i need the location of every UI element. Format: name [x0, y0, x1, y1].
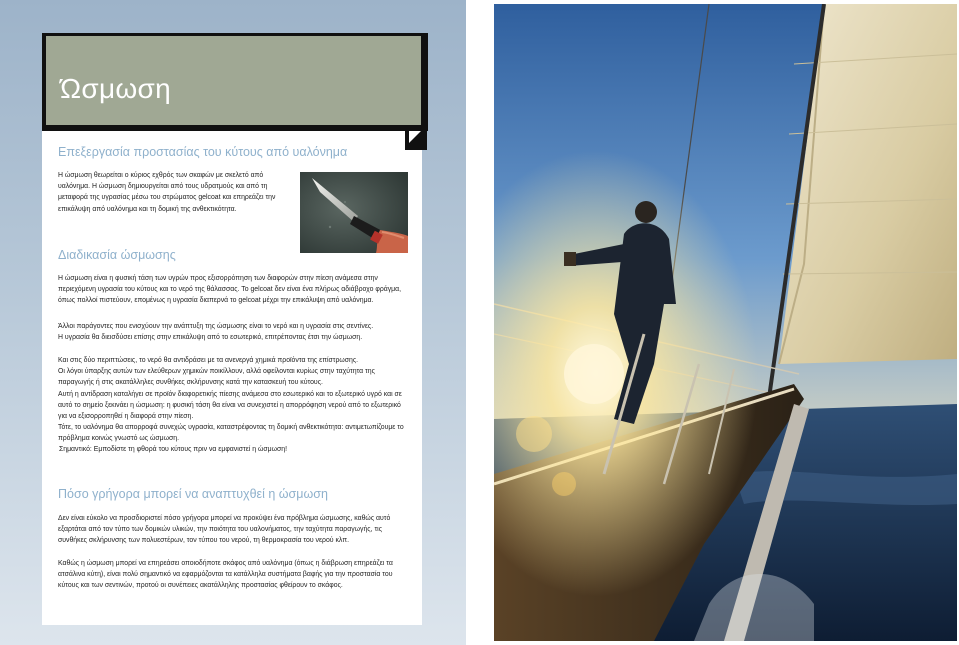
sailboat-image	[494, 4, 957, 641]
text-line: Καθώς η ώσμωση μπορεί να επηρεάσει οποιοδήποτε σκάφος από υαλόνημα (όπως η διάβρωση επηρεάζει τα	[58, 560, 393, 567]
text-line: Και στις δύο περιπτώσεις, το νερό θα αντιδράσει με τα ανενεργά χημικά προϊόντα της επίστρωσης.	[58, 357, 359, 364]
text-line: αυτό το σημείο ξεκινάει η ώσμωση: η φυσική τάση θα είναι να συνεχιστεί η απορρόφηση νερού από το εξωτερικό	[58, 401, 401, 409]
paragraph-intro	[58, 170, 294, 215]
text-line: Η ώσμωση είναι η φυσική τάση των υγρών προς εξισορρόπηση των διαφορών στην πίεση ανάμεσα στην	[58, 275, 378, 282]
text-line: επικάλυψη από υαλόνημα και τη δομική της ανθεκτικότητα.	[58, 205, 237, 213]
text-line: παραγωγής ή στις ακατάλληλες συνθήκες σκλήρυνσης κατά την κατασκευή του κύτους.	[58, 379, 323, 387]
sailing-photo	[494, 4, 957, 641]
knife-photo-image	[300, 172, 408, 253]
paragraph-chemical-reaction	[58, 355, 406, 445]
text-line: ατσάλινα κύτη), είναι πολύ σημαντικό να εφαρμόζονται τα κατάλληλα συστήματα βαφής για την προστασία του	[58, 571, 393, 579]
text-line: Η ώσμωση θεωρείται ο κύριος εχθρός των σκαφών με σκελετό από	[58, 172, 264, 179]
important-note: Σημαντικό: Εμποδίστε τη φθορά του κύτους πριν να εμφανιστεί η ώσμωση!	[59, 446, 287, 453]
section-heading-osmosis-process: Διαδικασία ώσμωσης	[58, 248, 176, 262]
paragraph-other-factors	[58, 321, 406, 343]
paragraph-paint-systems	[58, 558, 406, 592]
text-line: Άλλοι παράγοντες που ενισχύουν την ανάπτυξη της ώσμωσης είναι το νερό και η υγρασία στις σεντίνες.	[58, 323, 374, 330]
text-line: κύτους και των σεντινών, προτού οι συνέπειες ακατάλληλης προστασίας φθείρουν το σκάφος.	[58, 582, 343, 590]
text-line: Τότε, το υαλόνημα θα απορροφά συνεχώς υγρασία, καταστρέφοντας τη δομική ανθεκτικότητα: αντιμετωπίζουμε το	[58, 424, 404, 432]
text-line: Δεν είναι εύκολο να προσδιοριστεί πόσο γρήγορα μπορεί να προκύψει ένα πρόβλημα ώσμωσης, καθώς αυτό	[58, 515, 391, 522]
text-line: Οι λόγοι ύπαρξης αυτών των ελεύθερων χημικών ποικίλλουν, αλλά οφείλονται κυρίως στην ταχύτητα της	[58, 368, 375, 376]
text-line: μεταφορά της υγρασίας μέσω του στρώματος gelcoat και επηρεάζει την	[58, 194, 276, 202]
title-box	[42, 33, 428, 131]
text-line: εξαρτάται από τον τύπο των δομικών υλικών, την ποιότητα του υαλονήματος, την ταχύτητα παραγωγής, τις	[58, 526, 383, 534]
paragraph-osmosis-definition	[58, 273, 406, 307]
paragraph-speed-factors	[58, 513, 406, 547]
title-banner	[46, 36, 421, 125]
corner-fold-decoration	[405, 131, 427, 150]
text-line: Αυτή η αντίδραση καταλήγει σε προϊόν διαφορετικής πίεσης ανάμεσα στο εσωτερικό και το εξωτερικό υγρό και σε	[58, 390, 402, 398]
text-line: περιεχόμενη υγρασία του κύτους και το νερό της θάλασσας. Το gelcoat δεν είναι ένα πλήρως αδιάβροχο φράγμα,	[58, 286, 402, 294]
text-line: για να εξισορροπηθεί η διαφορά στην πίεση.	[58, 413, 194, 421]
page-title: Ώσμωση	[60, 73, 171, 104]
section-heading-hull-protection: Επεξεργασία προστασίας του κύτους από υαλόνημα	[58, 145, 348, 159]
text-line: πρόβλημα κοινώς γνωστό ως ώσμωση.	[58, 435, 179, 443]
text-line: Η υγρασία θα διεισδύσει επίσης στην επικάλυψη από το εσωτερικό, επιτρέποντας έτσι την ώσμωση.	[58, 334, 363, 342]
left-page	[0, 0, 466, 645]
text-line: υαλόνημα. Η ώσμωση δημιουργείται από τους υδρατμούς και από τη	[58, 183, 268, 191]
knife-on-hull-photo	[300, 172, 408, 253]
section-heading-development-speed: Πόσο γρήγορα μπορεί να αναπτυχθεί η ώσμωση	[58, 487, 328, 501]
text-line: όπως πολλοί πιστεύουν, επομένως η υγρασία διαπερνά το gelcoat μέχρι την επικάλυψη από υαλόνημα.	[58, 297, 374, 305]
text-line: συνθήκες σκλήρυνσης των πολυεστέρων, τον τύπου του νερού, τη θερμοκρασία του νερού κλπ.	[58, 537, 350, 545]
